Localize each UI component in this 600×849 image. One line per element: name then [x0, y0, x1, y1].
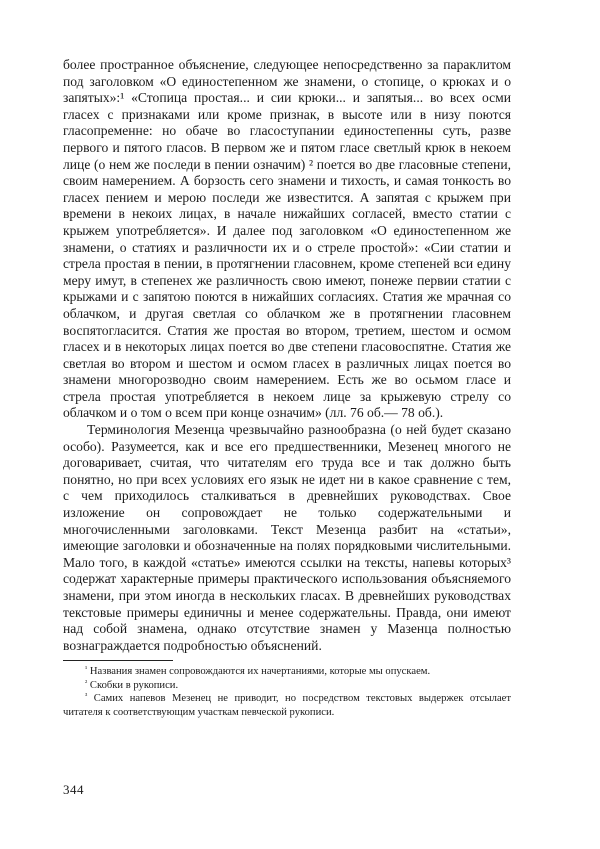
body-paragraph: более пространное объяснение, следующее непосредственно за параклитом под заголовком «О единостепенном же знамени, о стопице, о крюках и о запятых»:¹ «Стопица простая... и сии крюки... и запятыя... во всех осми гласех с признаками или кроме признак, в высоте или в низу поются гласопременне: но обаче во гласоступании единостепенны суть, разве первого и пятого гласов. В первом же и пятом гласе светлый крюк в некоем лице (о нем же последи в пении означим) ² поется во две гласовные степени, своим намерением. А борзость сего знамени и тихость, и самая тонкость во гласех пением и мерою последи же известится. А запятая с крыжем при времени в некоих лицах, в начале нижайших согласей, вместо статии с крыжем употребляется». И далее под заголовком «О единостепенном же знамени, о статиях и различности их и о стреле простой»: «Сии статии и стрела простая в пении, в протягнении гласовнем, кроме степеней вси едину меру имут, в степенех же различность свою имеют, понеже первии статии с крыжами и с запятою поются в нижайших согласиях. Статия же мрачная со облачком, и другая светлая со облачком же в протягнении гласовнем воспятогласится. Статия же простая во втором, третием, шестом и осмом гласех и в некоторых лицах поется во две степени гласовоспятне. Статия же светлая во втором и шестом и осмом гласех в различных лицах поется во знамени многорозводно своим намерением. Есть же во осьмом гласе и стрела простая употребляется в некоем лице за крыжевую стрелу со облачком и о том о всем при конце означим» (лл. 76 об.— 78 об.). [63, 57, 511, 421]
footnote-text: Самих напевов Мезенец не приводит, но посредством текстовых выдержек отсылает читателя к соответствующим участкам певческой рукописи. [63, 693, 511, 718]
footnote-text: Названия знамен сопровождаются их начертаниями, которые мы опускаем. [89, 666, 431, 678]
footnote-text: Скобки в рукописи. [89, 679, 179, 691]
footnote-mark: ³ [85, 691, 88, 701]
footnote [63, 679, 511, 692]
footnotes [63, 665, 511, 719]
footnote [63, 665, 511, 678]
footnote [63, 692, 511, 719]
footnote-divider [63, 660, 173, 661]
page-content [63, 57, 511, 719]
footnote-mark: ¹ [85, 664, 88, 674]
footnote-mark: ² [85, 677, 88, 687]
page-number: 344 [63, 782, 84, 797]
body-paragraph: Терминология Мезенца чрезвычайно разнообразна (о ней будет сказано особо). Разумеется, как и все его предшественники, Мезенец многого не договаривает, считая, что читателям его труда все и так должно быть понятно, но при всех условиях его язык не идет ни в какое сравнение с тем, с чем приходилось сталкиваться в древнейших руководствах. Свое изложение он сопровождает не только содержательными и многочисленными заголовками. Текст Мезенца разбит на «статьи», имеющие заголовки и обозначенные на полях порядковыми числительными. Мало того, в каждой «статье» имеются ссылки на тексты, напевы которых³ содержат характерные примеры практического использования объясняемого знамени, при этом иногда в нескольких гласах. В древнейших руководствах текстовые примеры единичны и менее содержательны. Правда, они имеют над собой знамена, однако отсутствие знамен у Мазенца полностью вознаграждается подробностью объяснений. [63, 422, 511, 653]
